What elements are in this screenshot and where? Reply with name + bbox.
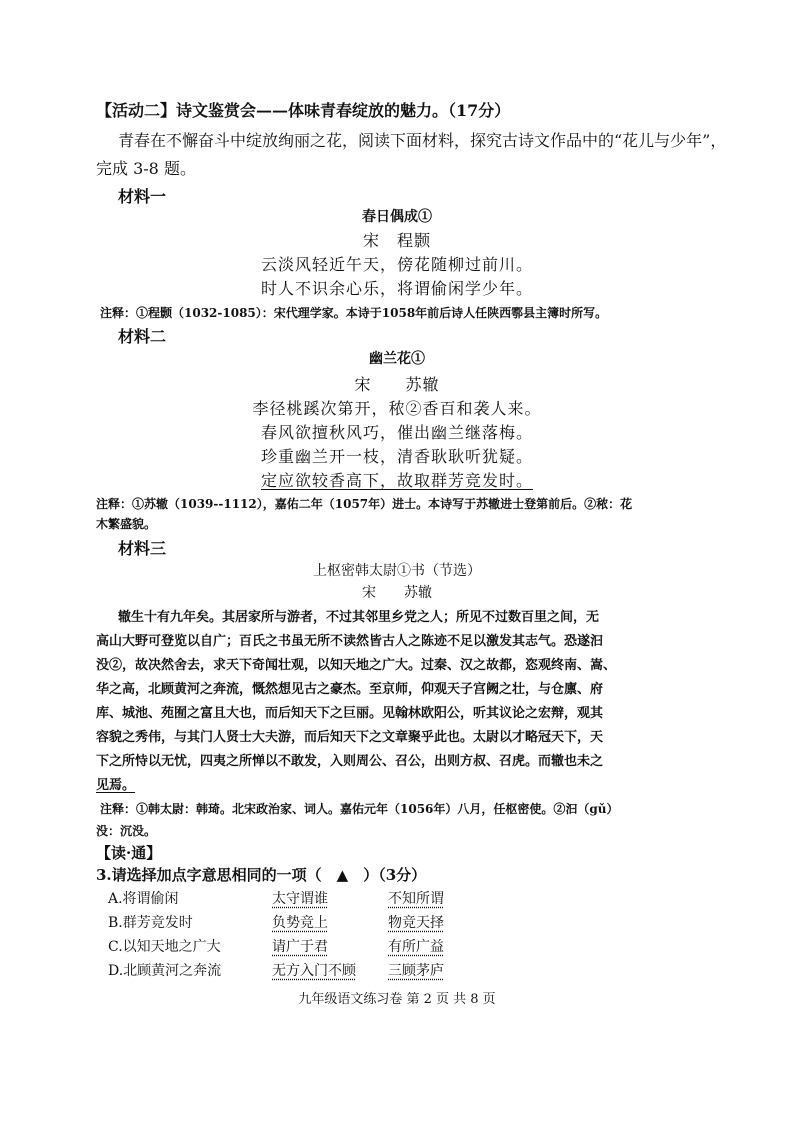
material3-para-line: 没②，故决然舍去，求天下奇闻壮观，以知天地之广大。过秦、汉之故都，恣观终南、嵩、: [96, 658, 617, 673]
material1-label: 材料一: [118, 187, 167, 206]
activity-intro-line-1: 青春在不懈奋斗中绽放绚丽之花，阅读下面材料，探究古诗文作品中的“花儿与少年”，: [118, 131, 727, 150]
option-c-phrase-3: 有所广益: [388, 939, 444, 955]
material2-poem-title: 幽兰花①: [369, 351, 425, 367]
material3-note-cont: 没：沉没。: [96, 824, 157, 838]
material2-label: 材料二: [118, 327, 167, 346]
activity-intro-line-2: 完成 3-8 题。: [96, 159, 196, 178]
material1-author: 宋 程颢: [362, 231, 431, 250]
material2-note-cont: 木繁盛貌。: [96, 517, 157, 531]
question-stem: 3.请选择加点字意思相同的一项（ ▲ ）（3分）: [96, 866, 427, 884]
material1-note: 注释：①程颢（1032-1085）：宋代理学家。本诗于1058年前后诗人任陕西鄠县主簿时所写。: [100, 306, 608, 320]
material2-poem-line-underlined: 定应欲较香高下，故取群芳竞发时。: [260, 471, 533, 490]
material1-poem-title: 春日偶成①: [362, 209, 432, 225]
material2-poem-line: 珍重幽兰开一枝，清香耿耿听犹疑。: [260, 447, 533, 466]
page-footer: 九年级语文练习卷 第 2 页 共 8 页: [298, 992, 496, 1007]
material1-poem-line: 时人不识余心乐，将谓偷闲学少年。: [260, 279, 533, 298]
material3-para-line: 库、城池、苑囿之富且大也，而后知天下之巨丽。见翰林欧阳公，听其议论之宏辩，观其: [96, 706, 604, 721]
option-c-label: C.以知天地之广大: [108, 939, 221, 955]
material3-note: 注释：①韩太尉：韩琦。北宋政治家、词人。嘉佑元年（1056年）八月，任枢密使。②汩（gǔ）: [100, 802, 619, 816]
material3-para-line: 高山大野可登览以自广；百氏之书虽无所不读然皆古人之陈迹不足以激发其志气。恐遂汩: [96, 634, 604, 649]
option-a-label: A.将谓偷闲: [108, 891, 179, 907]
material3-para-line: 容貌之秀伟，与其门人贤士大夫游，而后知天下之文章聚乎此也。太尉以才略冠天下，天: [96, 730, 604, 745]
material3-label: 材料三: [118, 539, 167, 558]
section-heading: 【读·通】: [96, 844, 162, 862]
option-b-phrase-3: 物竞天择: [388, 915, 444, 931]
material3-para-line: 华之高，北顾黄河之奔流，慨然想见古之豪杰。至京师，仰观天子宫阙之壮，与仓廪、府: [96, 682, 604, 697]
option-b-label: B.群芳竞发时: [108, 915, 193, 931]
material2-note: 注释：①苏辙（1039--1112），嘉佑二年（1057年）进士。本诗写于苏辙进士登第前后。②秾：花: [96, 497, 633, 511]
option-c-phrase-2: 请广于君: [272, 939, 328, 955]
option-d-phrase-2: 无方入门不顾: [272, 963, 356, 979]
material1-poem-line: 云淡风轻近午天，傍花随柳过前川。: [260, 255, 533, 274]
option-d-phrase-3: 三顾茅庐: [388, 963, 444, 979]
activity-title: 【活动二】诗文鉴赏会——体味青春绽放的魅力。（17分）: [96, 101, 511, 120]
material2-poem-line: 李径桃蹊次第开，秾②香百和袭人来。: [252, 399, 542, 418]
material3-para-line: 下之所恃以无忧，四夷之所惮以不敢发，入则周公、召公，出则方叔、召虎。而辙也未之: [96, 754, 604, 769]
material3-para-line: 辙生十有九年矣。其居家所与游者，不过其邻里乡党之人；所见不过数百里之间，无: [118, 610, 600, 625]
option-a-phrase-3: 不知所谓: [388, 891, 444, 907]
option-b-phrase-2: 负势竞上: [272, 915, 328, 931]
option-a-phrase-2: 太守谓谁: [272, 891, 328, 907]
material3-para-line: 见焉。: [96, 778, 136, 793]
material2-author: 宋 苏辙: [354, 375, 440, 394]
material3-title: 上枢密韩太尉①书（节选）: [313, 563, 481, 579]
material3-author: 宋 苏辙: [362, 585, 432, 601]
material2-poem-line: 春风欲擅秋风巧，催出幽兰继落梅。: [260, 423, 533, 442]
option-d-label: D.北顾黄河之奔流: [108, 963, 222, 979]
